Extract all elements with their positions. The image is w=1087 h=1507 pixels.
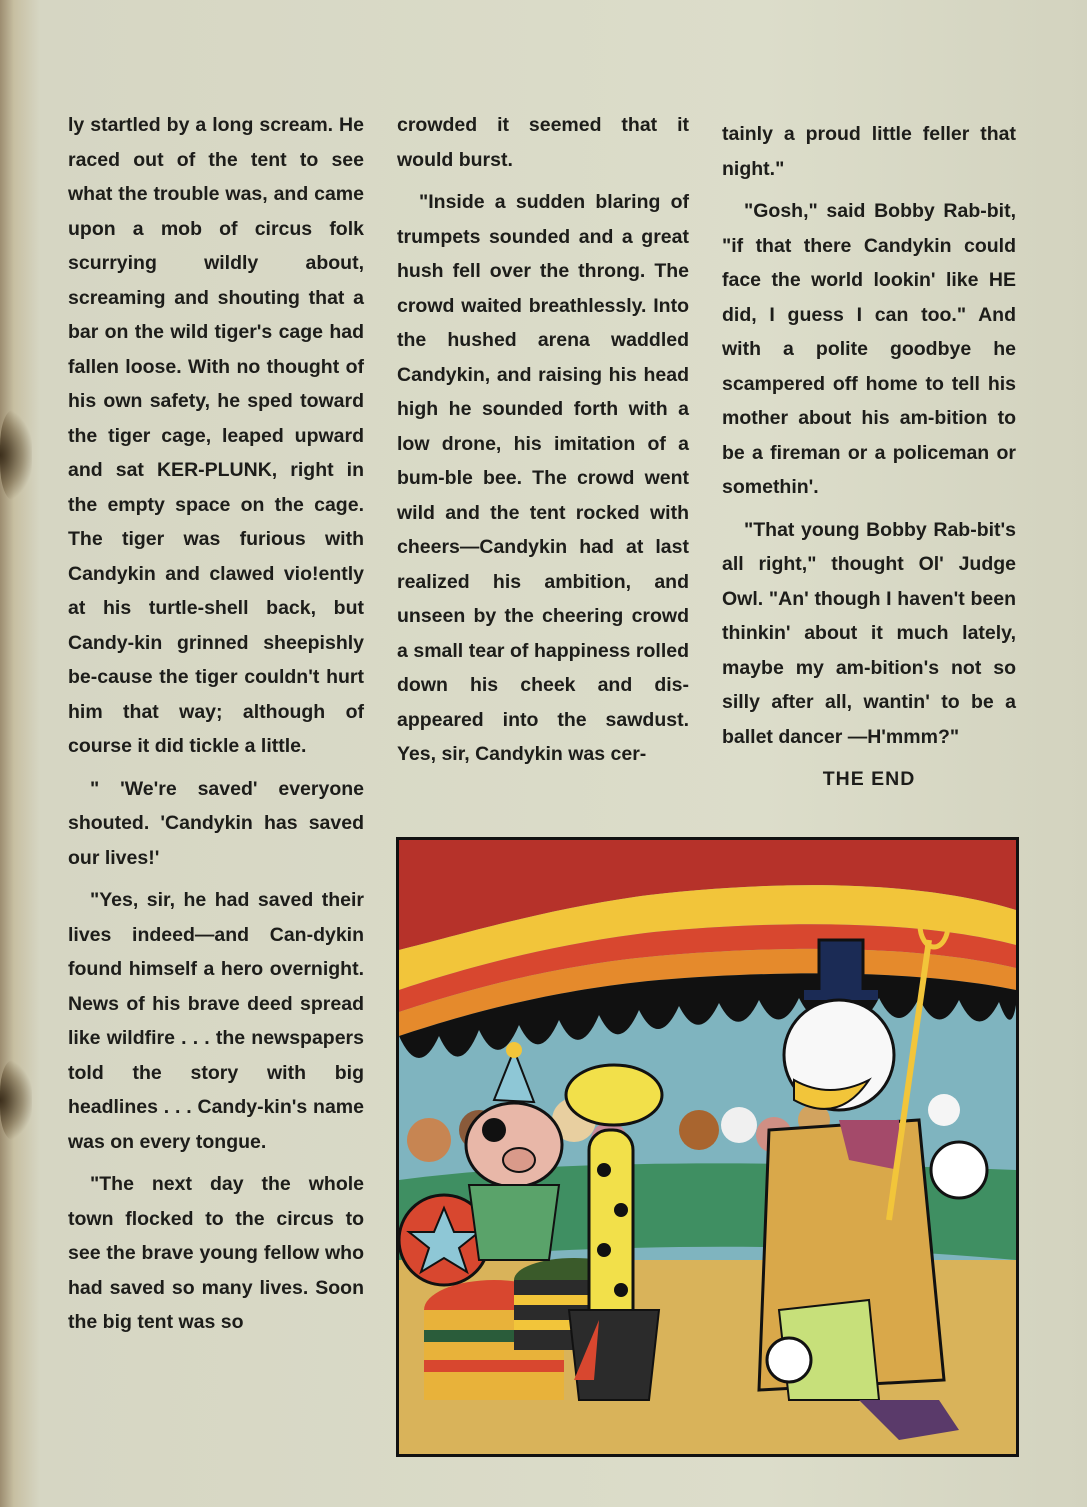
paragraph: "Gosh," said Bobby Rab-bit, "if that there Candykin could face the world lookin' like HE did, I guess I can too." And with a polite goodbye he scampered off home to tell his mother about his am-bition to be a fireman or a policeman or somethin'. <box>722 200 1016 498</box>
paragraph: tainly a proud little feller that night." <box>722 123 1016 180</box>
text-column-3 <box>722 117 1016 797</box>
paragraph: "The next day the whole town flocked to the circus to see the brave young fellow who had saved so many lives. Soon the big tent was so <box>68 1173 364 1333</box>
circus-illustration <box>396 837 1019 1457</box>
paragraph: ly startled by a long scream. He raced out of the tent to see what the trouble was, and came upon a mob of circus folk scurrying wildly about, screaming and shouting that a bar on the wild tiger's cage had fallen loose. With no thought of his own safety, he sped toward the tiger cage, leaped upward and sat KER-PLUNK, right in the empty space on the cage. The tiger was furious with Candykin and clawed vio!ently at his turtle-shell back, but Candy-kin grinned sheepishly be-cause the tiger couldn't hurt him that way; although of course it did tickle a little. <box>68 114 364 757</box>
circus-scene-drawing <box>399 840 1016 1454</box>
paragraph: "Inside a sudden blaring of trumpets sounded and a great hush fell over the throng. The crowd waited breathlessly. Into the hushed arena waddled Candykin, and raising his head high he sounded forth with a low drone, his imitation of a bum-ble bee. The crowd went wild and the tent rocked with cheers—Candykin had at last realized his ambition, and unseen by the cheering crowd a small tear of happiness rolled down his cheek and dis-appeared into the sawdust. Yes, sir, Candykin was cer- <box>397 191 689 765</box>
paragraph: "Yes, sir, he had saved their lives indeed—and Can-dykin found himself a hero overnight. News of his brave deed spread like wildfire . . . the newspapers told the story with big headlines . . . Candy-kin's name was on every tongue. <box>68 889 364 1153</box>
the-end-label: THE END <box>822 768 916 790</box>
binding-stain-top <box>0 410 32 500</box>
binding-stain-bottom <box>0 1060 32 1140</box>
paragraph: "That young Bobby Rab-bit's all right," thought Ol' Judge Owl. "An' though I haven't been thinkin' about it much lately, maybe my am-bition's not so silly after all, wantin' to be a ballet dancer —H'mmm?" <box>722 518 1016 748</box>
text-column-2 <box>397 108 689 780</box>
paragraph: " 'We're saved' everyone shouted. 'Candykin has saved our lives!' <box>68 777 364 869</box>
text-column-1 <box>68 108 364 1348</box>
paragraph: crowded it seemed that it would burst. <box>397 114 689 171</box>
